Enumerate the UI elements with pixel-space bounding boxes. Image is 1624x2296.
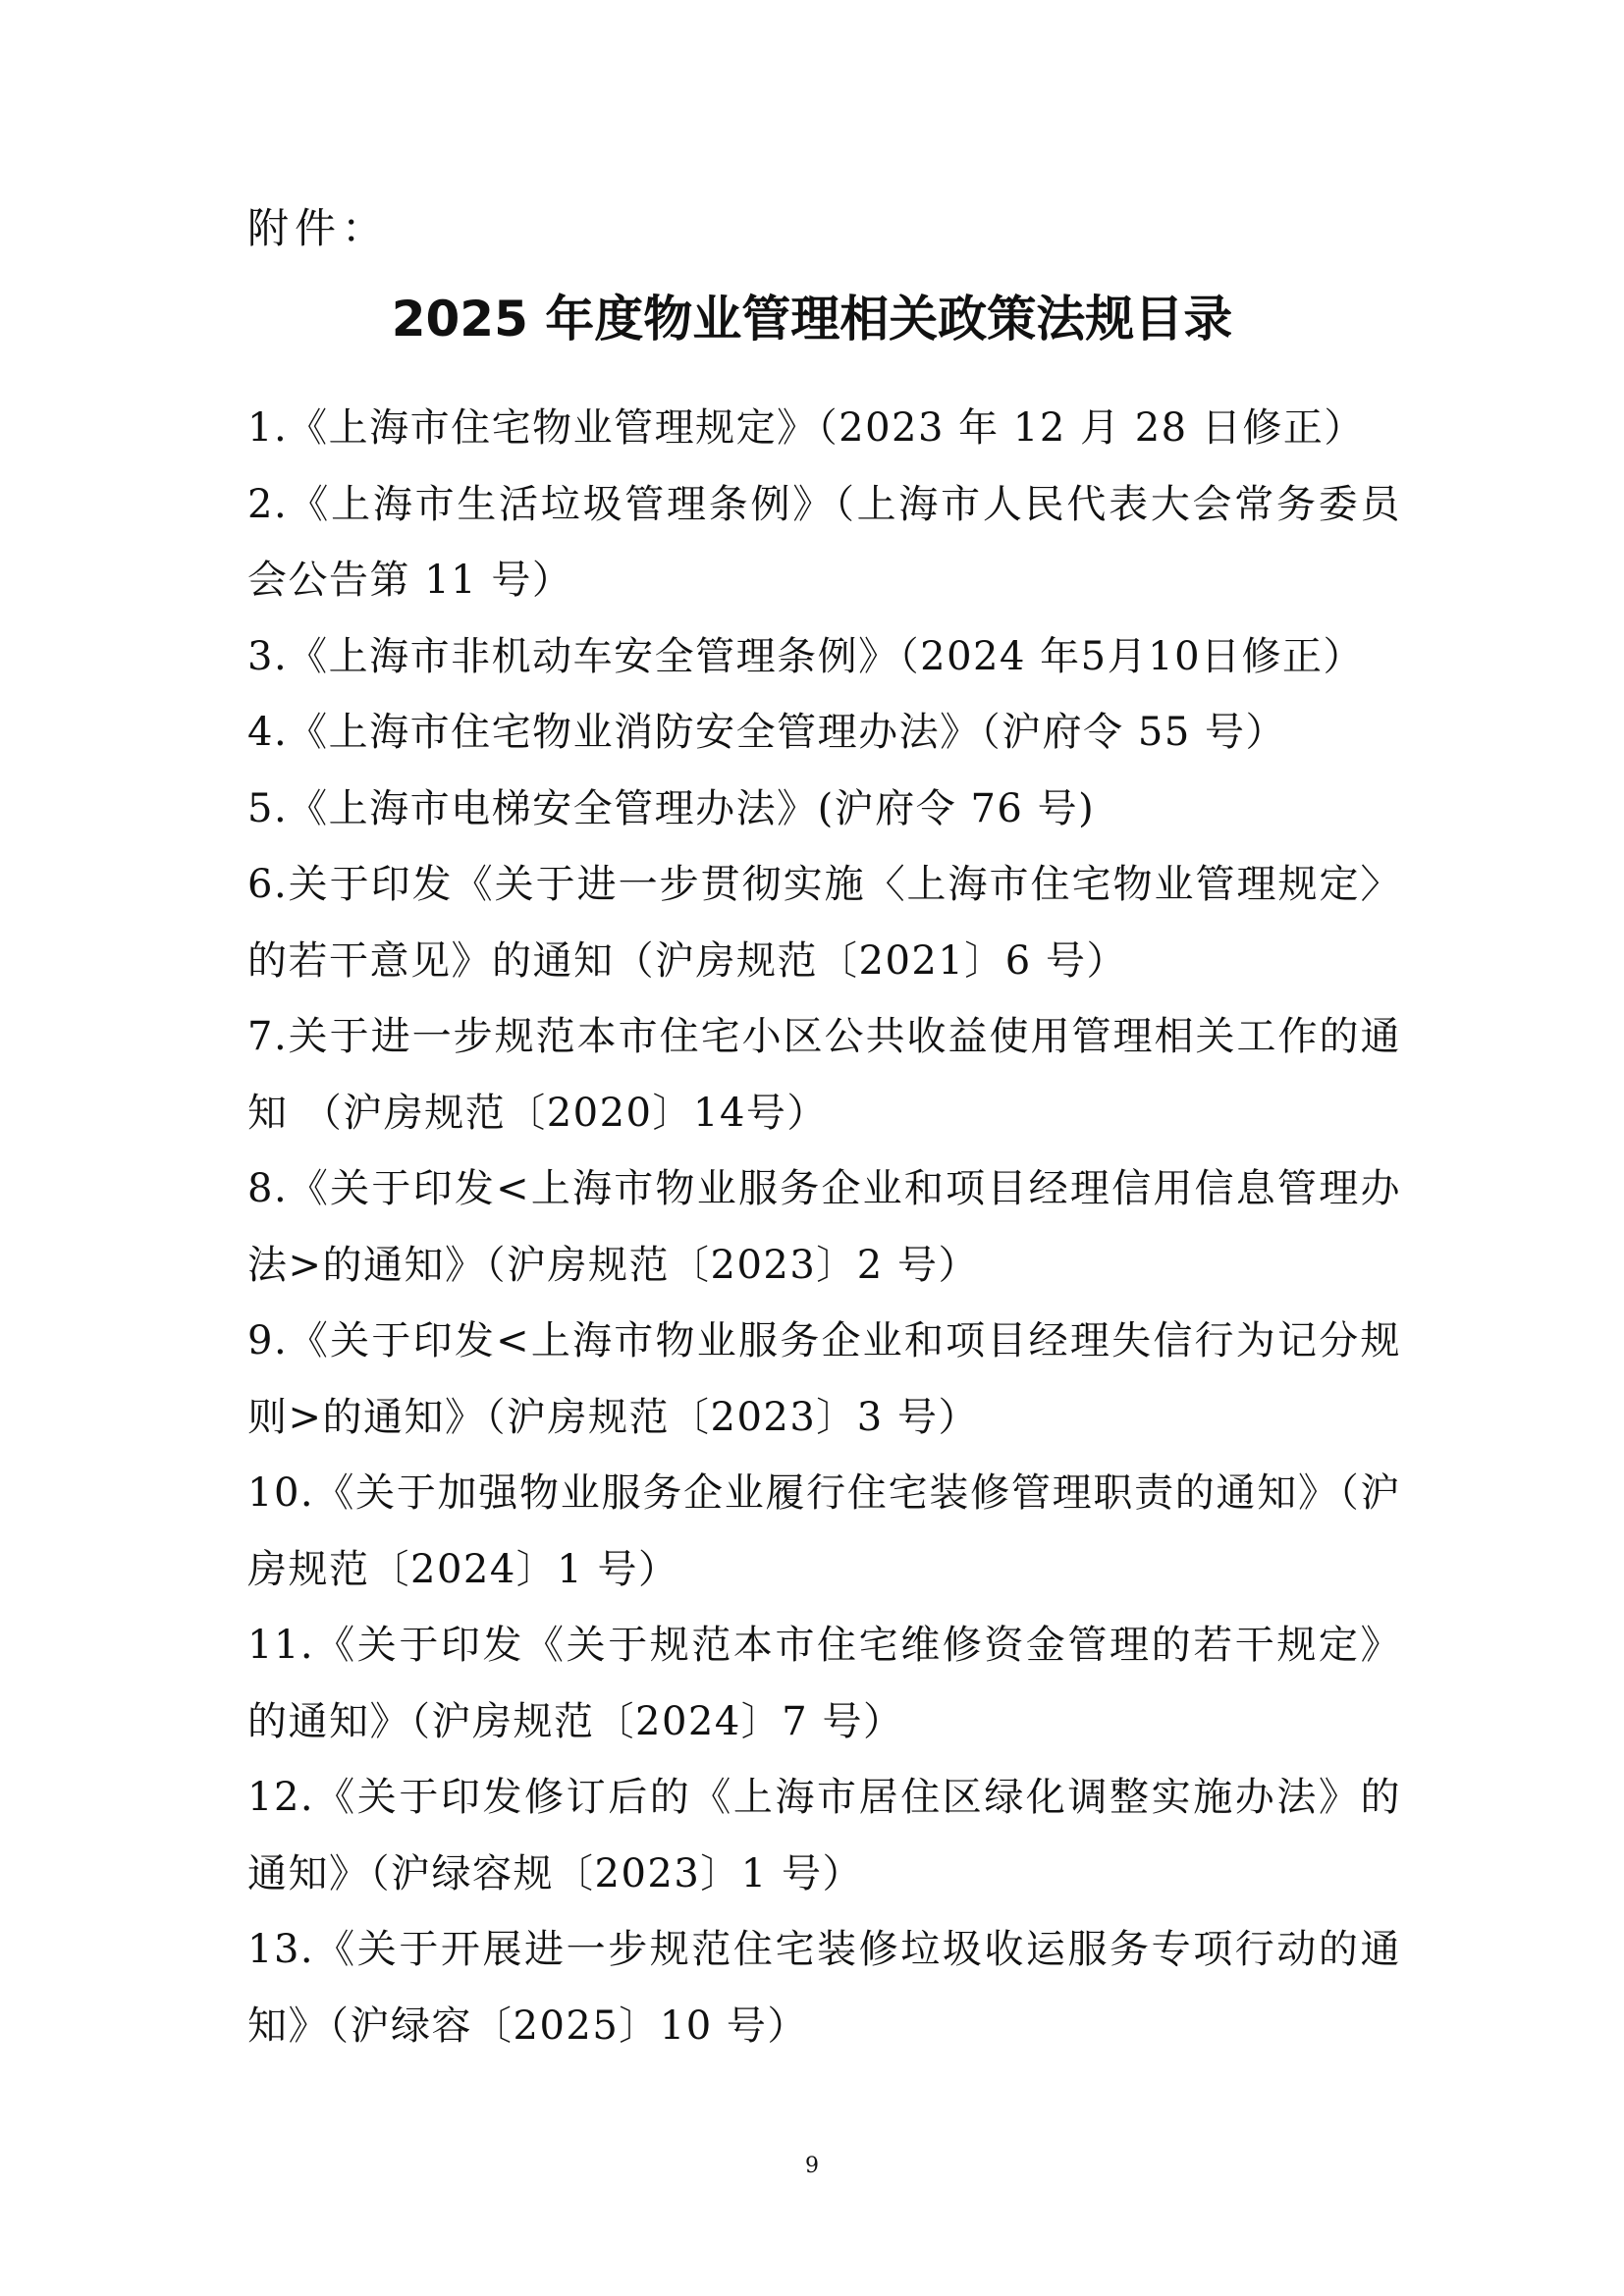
list-item: 12.《关于印发修订后的《上海市居住区绿化调整实施办法》的通知》（沪绿容规〔2023〕1 号）: [247, 1775, 1401, 1896]
list-item: 10.《关于加强物业服务企业履行住宅装修管理职责的通知》（沪房规范〔2024〕1 号）: [247, 1470, 1401, 1592]
list-item: 2.《上海市生活垃圾管理条例》（上海市人民代表大会常务委员会公告第 11 号）: [247, 481, 1401, 603]
list-item: 5.《上海市电梯安全管理办法》(沪府令 76 号): [247, 785, 1096, 831]
list-item: 4.《上海市住宅物业消防安全管理办法》（沪府令 55 号）: [247, 710, 1286, 755]
regulation-list: [247, 391, 1401, 2064]
page-number: 9: [805, 2154, 819, 2178]
list-item: 9.《关于印发<上海市物业服务企业和项目经理失信行为记分规则>的通知》（沪房规范〔2023〕3 号）: [247, 1318, 1401, 1440]
attachment-label: 附件：: [247, 204, 390, 252]
list-item: 3.《上海市非机动车安全管理条例》（2024 年5月10日修正）: [247, 633, 1365, 679]
list-item: 13.《关于开展进一步规范住宅装修垃圾收运服务专项行动的通知》（沪绿容〔2025〕10 号）: [247, 1927, 1401, 2049]
list-item: 6.关于印发《关于进一步贯彻实施〈上海市住宅物业管理规定〉的若干意见》的通知（沪房规范〔2021〕6 号）: [247, 862, 1401, 984]
list-item: 7.关于进一步规范本市住宅小区公共收益使用管理相关工作的通知 （沪房规范〔2020〕14号）: [247, 1014, 1401, 1136]
list-item: 1.《上海市住宅物业管理规定》（2023 年 12 月 28 日修正）: [247, 405, 1365, 451]
list-item: 8.《关于印发<上海市物业服务企业和项目经理信用信息管理办法>的通知》（沪房规范〔2023〕2 号）: [247, 1166, 1401, 1288]
document-title: 2025 年度物业管理相关政策法规目录: [391, 291, 1233, 347]
list-item: 11.《关于印发《关于规范本市住宅维修资金管理的若干规定》的通知》（沪房规范〔2024〕7 号）: [247, 1623, 1401, 1744]
